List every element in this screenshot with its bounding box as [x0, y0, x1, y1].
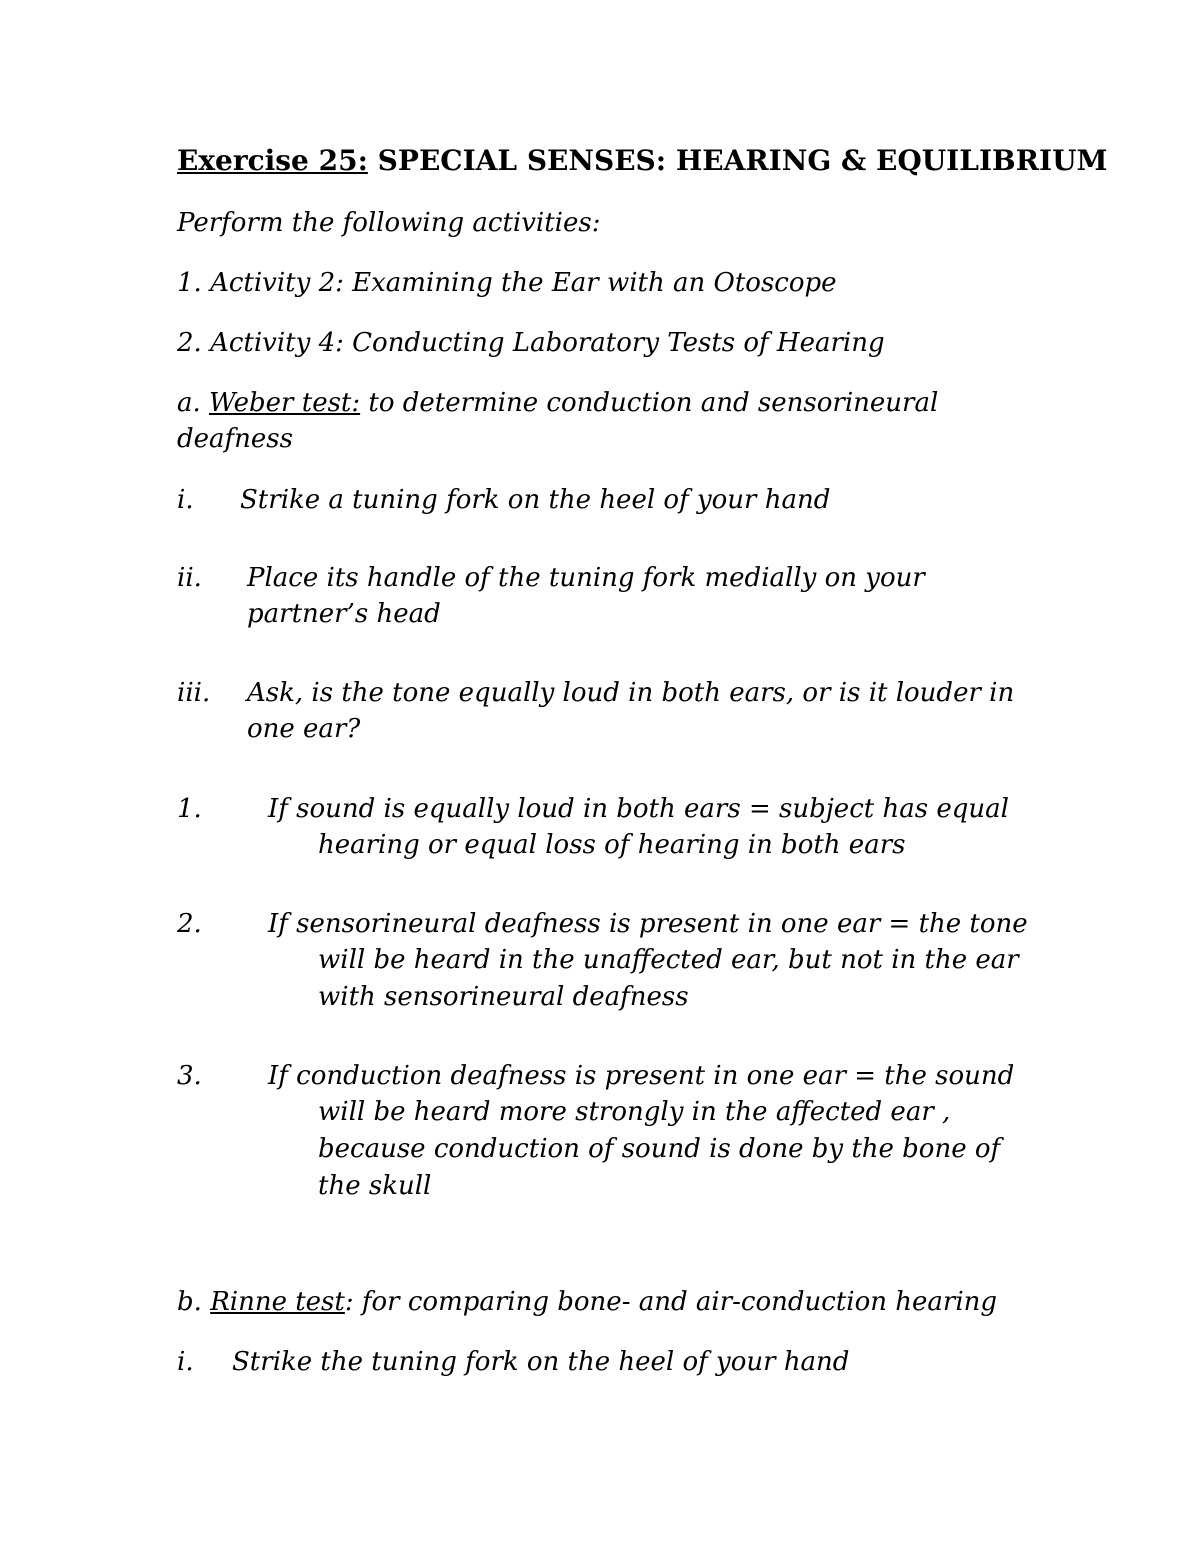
result-text: will be heard in the unaffected ear, but not in the ear	[318, 945, 1019, 975]
step-number: i.	[177, 485, 194, 515]
weber-description: to determine conduction and sensorineural	[360, 388, 939, 418]
intro-text: Perform the following activities:	[177, 208, 601, 238]
step-text: Ask, is the tone equally loud in both ears, or is it louder in	[247, 678, 1015, 708]
result-number: 3.	[177, 1061, 202, 1091]
result-text: hearing or equal loss of hearing in both ears	[318, 830, 906, 860]
step-text: partner’s head	[247, 599, 441, 629]
rinne-heading	[177, 1284, 997, 1320]
rinne-test-name: Rinne test	[210, 1287, 345, 1317]
rinne-marker: b.	[177, 1287, 211, 1317]
step-number: iii.	[177, 678, 211, 708]
result-number: 1.	[177, 794, 202, 824]
rinne-description: : for comparing bone- and air-conduction hearing	[344, 1287, 998, 1317]
result-text: If conduction deafness is present in one ear = the sound	[268, 1061, 1015, 1091]
weber-heading	[177, 385, 938, 421]
step-text: one ear?	[247, 714, 361, 744]
weber-test-name: Weber test:	[209, 388, 361, 418]
exercise-title	[177, 143, 1108, 179]
weber-marker: a.	[177, 388, 210, 418]
activity-item: 2. Activity 4: Conducting Laboratory Tests of Hearing	[177, 328, 885, 358]
exercise-number: Exercise 25:	[177, 144, 368, 177]
result-text: will be heard more strongly in the affected ear ,	[318, 1097, 951, 1127]
weber-description-cont: deafness	[177, 424, 293, 454]
result-text: with sensorineural deafness	[318, 982, 689, 1012]
step-number: ii.	[177, 563, 202, 593]
result-text: If sound is equally loud in both ears = subject has equal	[268, 794, 1009, 824]
exercise-topic: SPECIAL SENSES: HEARING & EQUILIBRIUM	[367, 144, 1108, 177]
activity-item: 1. Activity 2: Examining the Ear with an Otoscope	[177, 268, 837, 298]
result-text: because conduction of sound is done by the bone of	[318, 1134, 1001, 1164]
step-text: Place its handle of the tuning fork medially on your	[247, 563, 925, 593]
step-number: i.	[177, 1347, 194, 1377]
step-text: Strike a tuning fork on the heel of your hand	[240, 485, 831, 515]
step-text: Strike the tuning fork on the heel of your hand	[232, 1347, 850, 1377]
result-text: If sensorineural deafness is present in one ear = the tone	[268, 909, 1028, 939]
result-number: 2.	[177, 909, 202, 939]
result-text: the skull	[318, 1171, 432, 1201]
